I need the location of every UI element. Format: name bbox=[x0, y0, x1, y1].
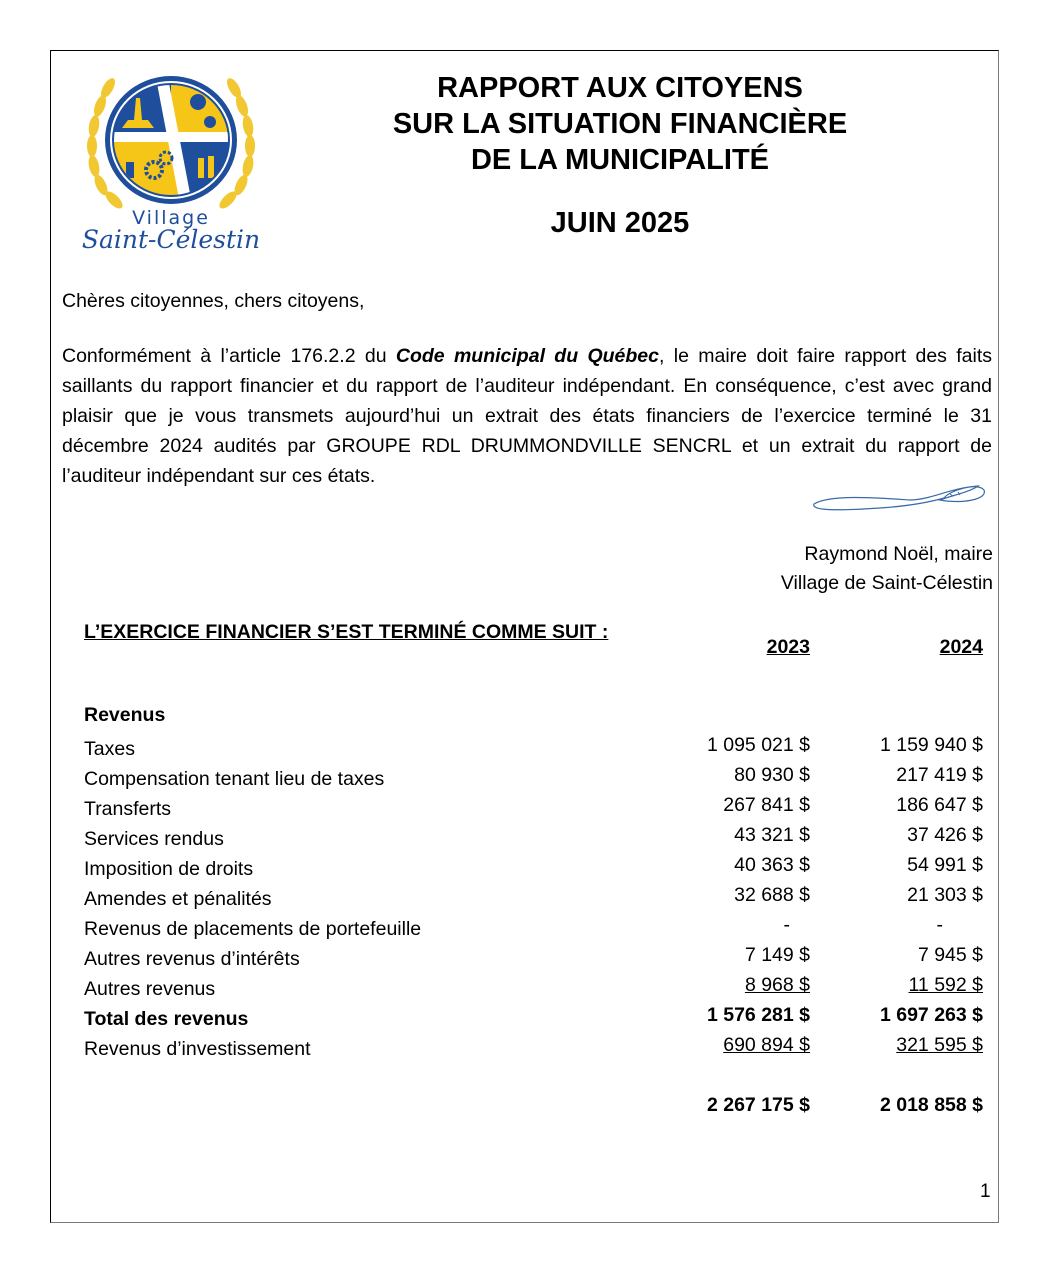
signer-block bbox=[781, 540, 993, 598]
intro-text: Conformément à l’article 176.2.2 du bbox=[62, 345, 396, 367]
value-2023: 40 363 $ bbox=[734, 854, 810, 876]
value-2023: - bbox=[783, 914, 790, 936]
table-row bbox=[84, 734, 984, 764]
table-row bbox=[84, 1034, 984, 1064]
grand-total-2023: 2 267 175 $ bbox=[706, 1094, 810, 1116]
value-2024: 321 595 $ bbox=[896, 1034, 983, 1056]
value-2023: 43 321 $ bbox=[734, 824, 810, 846]
row-label: Autres revenus bbox=[84, 978, 216, 1000]
intro-text: , le maire doit faire rapport des faits saillants du rapport financier et du rapport de l’auditeur indépendant. En conséquence, c’est avec grand plaisir que je vous transmets aujourd’hui un extrait des états financiers de l’exercice terminé le 31 décembre 2024 audités par GROUPE RDL DRUMMONDVILLE SENCRL et un extrait du rapport de l’auditeur indépendant sur ces états. bbox=[62, 345, 993, 487]
value-2023: 80 930 $ bbox=[734, 764, 810, 786]
value-2024: 37 426 $ bbox=[907, 824, 983, 846]
municipality-logo bbox=[70, 58, 272, 263]
page-number: 1 bbox=[980, 1181, 991, 1202]
section-heading bbox=[84, 704, 984, 734]
table-row bbox=[84, 944, 984, 974]
signer-org: Village de Saint-Célestin bbox=[780, 572, 993, 594]
row-label: Transferts bbox=[84, 798, 172, 820]
row-label: Imposition de droits bbox=[84, 858, 254, 880]
report-title-line: RAPPORT AUX CITOYENS bbox=[437, 72, 803, 104]
value-2023: 267 841 $ bbox=[723, 794, 810, 816]
table-row bbox=[84, 884, 984, 914]
intro-paragraph bbox=[62, 341, 992, 491]
column-header-2023: 2023 bbox=[766, 636, 810, 658]
row-label: Amendes et pénalités bbox=[84, 888, 272, 910]
svg-text:Saint-Célestin: Saint-Célestin bbox=[81, 225, 261, 254]
spacer bbox=[84, 1064, 984, 1094]
row-label: Compensation tenant lieu de taxes bbox=[84, 768, 385, 790]
svg-text:Village: Village bbox=[132, 207, 210, 229]
table-row bbox=[84, 854, 984, 884]
table-row bbox=[84, 794, 984, 824]
value-2023: 1 576 281 $ bbox=[706, 1004, 810, 1026]
signer-name: Raymond Noël, maire bbox=[804, 543, 993, 565]
crest-icon bbox=[70, 58, 272, 263]
grand-total-2024: 2 018 858 $ bbox=[879, 1094, 983, 1116]
report-title-block bbox=[340, 70, 900, 240]
value-2024: 21 303 $ bbox=[907, 884, 983, 906]
value-2023: 7 149 $ bbox=[744, 944, 810, 966]
code-reference: Code municipal du Québec bbox=[395, 345, 659, 367]
value-2023: 1 095 021 $ bbox=[706, 734, 810, 756]
greeting: Chères citoyennes, chers citoyens, bbox=[62, 290, 365, 312]
value-2023: 690 894 $ bbox=[723, 1034, 810, 1056]
report-date: JUIN 2025 bbox=[550, 207, 690, 239]
grand-total-row bbox=[84, 1094, 984, 1124]
value-2024: 1 697 263 $ bbox=[879, 1004, 983, 1026]
row-label: Taxes bbox=[84, 738, 135, 760]
row-label: Revenus de placements de portefeuille bbox=[84, 918, 422, 940]
value-2024: 186 647 $ bbox=[896, 794, 983, 816]
value-2024: 217 419 $ bbox=[896, 764, 983, 786]
row-label: Total des revenus bbox=[84, 1008, 249, 1030]
table-row bbox=[84, 824, 984, 854]
total-row bbox=[84, 1004, 984, 1034]
table-row bbox=[84, 914, 984, 944]
row-label: Services rendus bbox=[84, 828, 224, 850]
report-title-line: SUR LA SITUATION FINANCIÈRE bbox=[392, 108, 848, 140]
table-title: L’EXERCICE FINANCIER S’EST TERMINÉ COMME SUIT : bbox=[84, 621, 609, 643]
value-2024: 54 991 $ bbox=[907, 854, 983, 876]
table-row bbox=[84, 764, 984, 794]
row-label: Revenus d’investissement bbox=[84, 1038, 311, 1060]
value-2024: 7 945 $ bbox=[917, 944, 983, 966]
column-header-2024: 2024 bbox=[939, 636, 983, 658]
value-2024: - bbox=[936, 914, 943, 936]
value-2023: 32 688 $ bbox=[734, 884, 810, 906]
signature-icon bbox=[810, 478, 990, 516]
row-label: Autres revenus d’intérêts bbox=[84, 948, 300, 970]
table-row bbox=[84, 974, 984, 1004]
value-2024: 1 159 940 $ bbox=[879, 734, 983, 756]
value-2023: 8 968 $ bbox=[744, 974, 810, 996]
value-2024: 11 592 $ bbox=[908, 974, 983, 996]
section-label: Revenus bbox=[84, 704, 166, 726]
report-title-line: DE LA MUNICIPALITÉ bbox=[470, 144, 770, 176]
